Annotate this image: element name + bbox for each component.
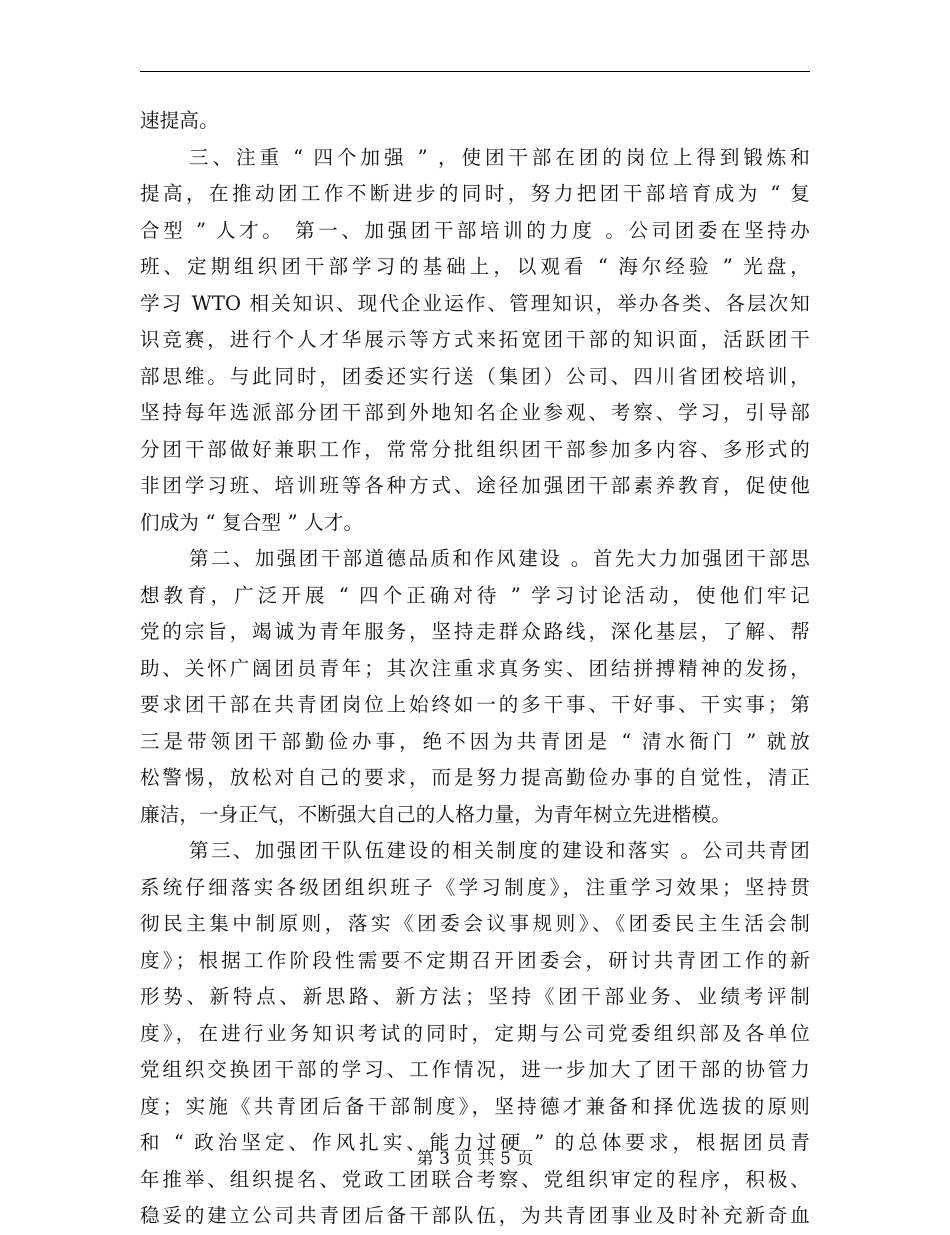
text-line: 想教育，广泛开展 “ 四个正确对待 ” 学习讨论活动，使他们牢记 bbox=[140, 583, 810, 607]
text-line: 部思维。与此同时，团委还实行送（集团）公司、四川省团校培训， bbox=[140, 364, 810, 388]
text-line: 度；实施《共青团后备干部制度》，坚持德才兼备和择优选拔的原则 bbox=[140, 1094, 810, 1118]
text-line: 稳妥的建立公司共青团后备干部队伍，为共青团事业及时补充新奇血 bbox=[140, 1204, 810, 1227]
text-line: 分团干部做好兼职工作，常常分批组织团干部参加多内容、多形式的 bbox=[140, 437, 810, 461]
text-line: 助、关怀广阔团员青年；其次注重求真务实、团结拼搏精神的发扬， bbox=[140, 656, 810, 680]
text-line: 年推举、组织提名、党政工团联合考察、党组织审定的程序，积极、 bbox=[140, 1167, 810, 1191]
page-footer: 第 3 页 共 5 页 bbox=[416, 1149, 534, 1169]
text-line: 速提高。 bbox=[140, 109, 219, 132]
text-line: 形势、新特点、新思路、新方法；坚持《团干部业务、业绩考评制 bbox=[140, 985, 810, 1008]
text-line: 班、定期组织团干部学习的基础上，以观看 “ 海尔经验 ” 光盘， bbox=[140, 255, 810, 278]
text-line: 们成为 “ 复合型 ” 人才。 bbox=[140, 510, 364, 534]
text-line: 识竞赛，进行个人才华展示等方式来拓宽团干部的知识面，活跃团干 bbox=[140, 328, 810, 351]
text-line: 三是带领团干部勤俭办事，绝不因为共青团是 “ 清水衙门 ” 就放 bbox=[140, 729, 810, 753]
text-line: 第三、加强团干队伍建设的相关制度的建设和落实 。公司共青团 bbox=[189, 839, 810, 862]
text-line: 彻民主集中制原则，落实《团委会议事规则》、《团委民主生活会制 bbox=[140, 912, 810, 935]
text-line: 学习 WTO 相关知识、现代企业运作、管理知识，举办各类、各层次知 bbox=[140, 291, 810, 315]
text-line: 要求团干部在共青团岗位上始终如一的多干事、干好事、干实事；第 bbox=[140, 693, 810, 716]
text-line: 廉洁，一身正气，不断强大自己的人格力量，为青年树立先进楷模。 bbox=[140, 802, 732, 826]
text-line: 和 “ 政治坚定、作风扎实、能力过硬 ” 的总体要求，根据团员青 bbox=[140, 1131, 810, 1154]
text-line: 非团学习班、培训班等各种方式、途径加强团干部素养教育，促使他 bbox=[140, 474, 810, 497]
text-line: 党组织交换团干部的学习、工作情况，进一步加大了团干部的协管力 bbox=[140, 1058, 810, 1081]
text-line: 度》；根据工作阶段性需要不定期召开团委会，研讨共青团工作的新 bbox=[140, 948, 810, 972]
document-body bbox=[140, 103, 810, 1235]
text-line: 松警惕，放松对自己的要求，而是努力提高勤俭办事的自觉性，清正 bbox=[140, 766, 810, 789]
text-line: 度》，在进行业务知识考试的同时，定期与公司党委组织部及各单位 bbox=[140, 1021, 810, 1045]
text-line: 三、注重 “ 四个加强 ” ，使团干部在团的岗位上得到锻炼和 bbox=[189, 145, 810, 169]
text-line: 第二、加强团干部道德品质和作风建设 。首先大力加强团干部思 bbox=[189, 547, 810, 570]
text-line: 党的宗旨，竭诚为青年服务，坚持走群众路线，深化基层，了解、帮 bbox=[140, 620, 810, 643]
header-rule bbox=[140, 71, 810, 72]
text-line: 提高，在推动团工作不断进步的同时，努力把团干部培育成为 “ 复 bbox=[140, 182, 810, 205]
text-line: 坚持每年选派部分团干部到外地知名企业参观、考察、学习，引导部 bbox=[140, 401, 810, 424]
text-line: 合型 ” 人才。 第一、加强团干部培训的力度 。公司团委在坚持办 bbox=[140, 218, 810, 242]
text-line: 系统仔细落实各级团组织班子《学习制度》，注重学习效果；坚持贯 bbox=[140, 875, 810, 899]
